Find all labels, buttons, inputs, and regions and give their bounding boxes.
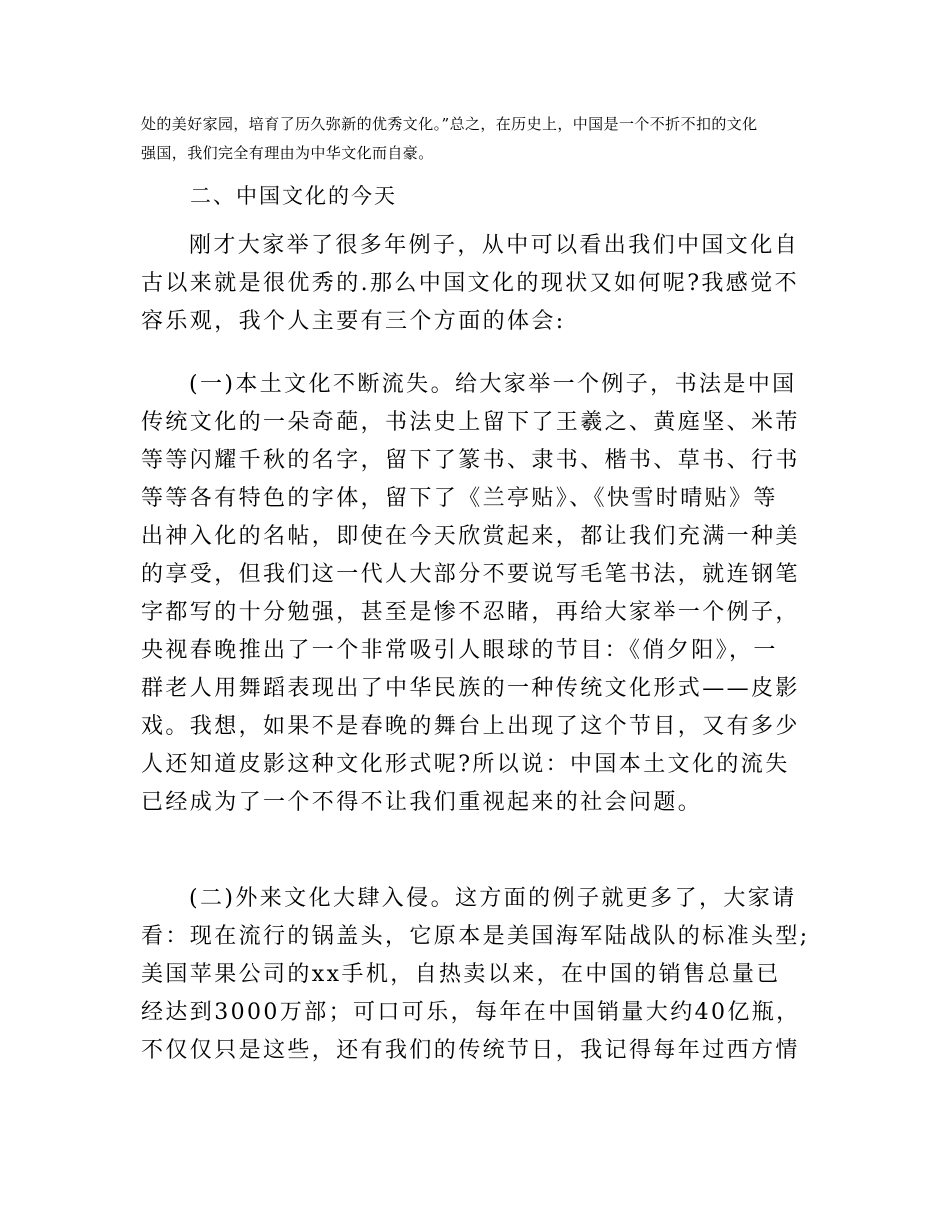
text-line: (一)本土文化不断流失。给大家举一个例子，书法是中国	[189, 372, 797, 397]
text-line: 古以来就是很优秀的.那么中国文化的现状又如何呢?我感觉不	[141, 271, 799, 296]
text-line: 等等闪耀千秋的名字，留下了篆书、隶书、楷书、草书、行书	[141, 448, 800, 473]
text-line: 已经成为了一个不得不让我们重视起来的社会问题。	[141, 790, 703, 815]
text-line: 出神入化的名帖，即使在今天欣赏起来，都让我们充满一种美	[141, 524, 800, 549]
text-line: 处的美好家园，培育了历久弥新的优秀文化。”总之，在历史上，中国是一个不折不扣的文化	[141, 115, 758, 133]
paragraph-current-state	[141, 227, 821, 341]
text-line: 群老人用舞蹈表现出了中华民族的一种传统文化形式——皮影	[141, 676, 800, 701]
intro-paragraph	[141, 110, 821, 168]
text-line: 的享受，但我们这一代人大部分不要说写毛笔书法，就连钢笔	[141, 562, 800, 587]
text-line: 容乐观，我个人主要有三个方面的体会:	[141, 309, 566, 334]
text-line: 字都写的十分勉强，甚至是惨不忍睹，再给大家举一个例子，	[141, 600, 800, 625]
text-line: 不仅仅只是这些，还有我们的传统节日，我记得每年过西方情	[141, 1038, 800, 1063]
text-line: 经达到3000万部；可口可乐，每年在中国销量大约40亿瓶，	[141, 1000, 801, 1025]
text-line: 等等各有特色的字体，留下了《兰亭贴》、《快雪时晴贴》等	[141, 486, 778, 511]
text-line: 戏。我想，如果不是春晚的舞台上出现了这个节目，又有多少	[141, 714, 800, 739]
text-line: 刚才大家举了很多年例子，从中可以看出我们中国文化自	[189, 233, 800, 258]
text-line: 看：现在流行的锅盖头，它原本是美国海军陆战队的标准头型;	[141, 924, 810, 949]
text-line: 美国苹果公司的xx手机，自热卖以来，在中国的销售总量已	[141, 962, 781, 987]
text-line: 央视春晚推出了一个非常吸引人眼球的节目：《俏夕阳》，一	[141, 638, 778, 663]
text-line: (二)外来文化大肆入侵。这方面的例子就更多了，大家请	[189, 886, 797, 911]
section-heading: 二、中国文化的今天	[190, 184, 397, 208]
paragraph-native-culture-loss	[141, 366, 821, 822]
paragraph-foreign-culture-invasion	[141, 880, 821, 1070]
text-line: 强国，我们完全有理由为中华文化而自豪。	[141, 144, 434, 162]
text-line: 传统文化的一朵奇葩，书法史上留下了王羲之、黄庭坚、米芾	[141, 410, 800, 435]
text-line: 人还知道皮影这种文化形式呢?所以说：中国本土文化的流失	[141, 752, 790, 777]
